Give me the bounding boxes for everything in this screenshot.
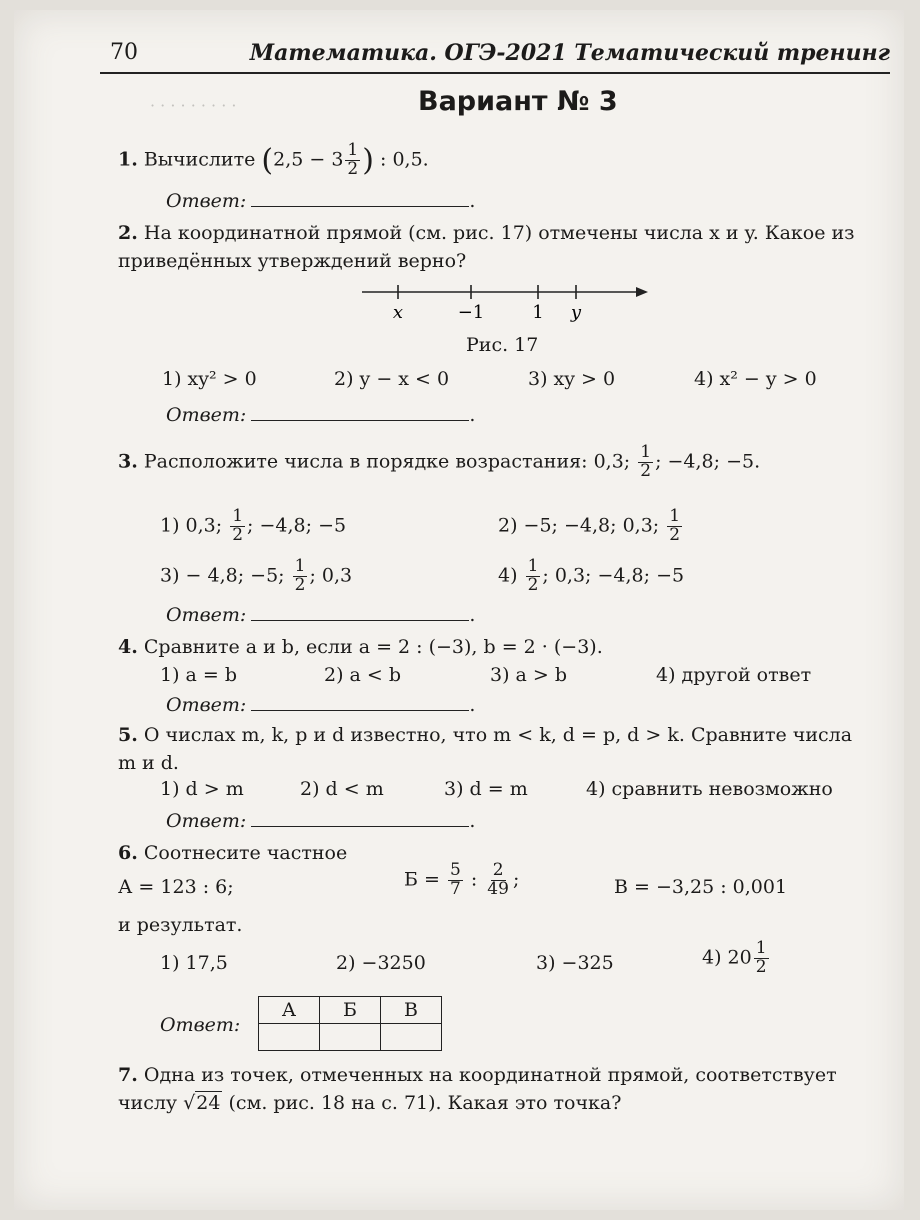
q7-text-b: (см. рис. 18 на с. 71). Какая это точка? bbox=[228, 1092, 622, 1114]
q2-text-line1: На координатной прямой (см. рис. 17) отмечены числа x и y. Какое из bbox=[143, 222, 855, 244]
answer-label: Ответ: bbox=[166, 190, 247, 212]
q7-line2 bbox=[118, 1092, 621, 1114]
q4-option-4[interactable]: 4) другой ответ bbox=[656, 664, 812, 686]
frac-numerator: 5 bbox=[449, 860, 461, 880]
q1-number: 1. bbox=[118, 148, 138, 171]
q3-statement bbox=[118, 444, 760, 481]
q6-option-2[interactable]: 2) −3250 bbox=[336, 952, 426, 974]
frac-denominator: 7 bbox=[449, 878, 461, 899]
table-header-a: А bbox=[259, 997, 320, 1024]
option-text: ; 0,3 bbox=[309, 564, 353, 587]
q3-option-3[interactable] bbox=[160, 558, 352, 595]
figure-caption: Рис. 17 bbox=[466, 334, 539, 356]
close-paren: ) bbox=[362, 142, 374, 178]
option-text: 1) 0,3; bbox=[160, 514, 223, 537]
book-title: Математика. ОГЭ-2021 Тематический тренинг bbox=[249, 40, 890, 66]
frac-numerator: 1 bbox=[294, 556, 306, 576]
q5-option-1[interactable]: 1) d > m bbox=[160, 778, 244, 800]
frac-numerator: 1 bbox=[640, 442, 652, 462]
answer-label: Ответ: bbox=[166, 404, 247, 426]
q4-option-2[interactable]: 2) a < b bbox=[324, 664, 402, 686]
half-fraction bbox=[230, 508, 245, 545]
q4-number: 4. bbox=[118, 636, 138, 658]
frac-denominator: 2 bbox=[232, 524, 244, 545]
b-fraction-2 bbox=[485, 862, 511, 899]
q2-number: 2. bbox=[118, 222, 138, 244]
half-fraction bbox=[667, 508, 682, 545]
table-answer-row bbox=[259, 1024, 442, 1051]
q1-expr-a: 2,5 − 3 bbox=[273, 148, 344, 171]
q6-item-a: А = 123 : 6; bbox=[118, 876, 234, 898]
frac-denominator: 2 bbox=[347, 158, 359, 179]
q4-option-3[interactable]: 3) a > b bbox=[490, 664, 568, 686]
answer-cell-a[interactable] bbox=[259, 1024, 320, 1051]
q1-text: Вычислите bbox=[143, 148, 256, 171]
answer-label: Ответ: bbox=[166, 694, 247, 716]
q4-option-1[interactable]: 1) a = b bbox=[160, 664, 238, 686]
q3-option-4[interactable] bbox=[498, 558, 684, 595]
q2-option-2[interactable]: 2) y − x < 0 bbox=[334, 368, 450, 390]
q2-line1 bbox=[118, 222, 855, 244]
q1-fraction bbox=[345, 142, 360, 179]
sqrt-sign: √ bbox=[183, 1092, 196, 1114]
q2-answer-field[interactable] bbox=[251, 402, 469, 421]
q3-option-2[interactable] bbox=[498, 508, 684, 545]
q6-answer-table bbox=[258, 996, 442, 1051]
answer-cell-v[interactable] bbox=[381, 1024, 442, 1051]
q6-item-b bbox=[404, 862, 519, 899]
q5-option-4[interactable]: 4) сравнить невозможно bbox=[586, 778, 833, 800]
frac-numerator: 1 bbox=[669, 506, 681, 526]
frac-numerator: 1 bbox=[347, 140, 359, 160]
q3-number: 3. bbox=[118, 450, 138, 473]
q5-text-line1: О числах m, k, p и d известно, что m < k, d = p, d > k. Сравните числа bbox=[143, 724, 853, 746]
open-paren: ( bbox=[261, 142, 274, 178]
bleed-through-text: · · · · · · · · · bbox=[150, 96, 237, 115]
q6-statement bbox=[118, 842, 347, 864]
answer-label: Ответ: bbox=[166, 810, 247, 832]
q4-statement bbox=[118, 636, 603, 658]
page-number: 70 bbox=[110, 40, 138, 65]
q4-answer-row: Ответ: . bbox=[166, 694, 476, 716]
half-fraction bbox=[293, 558, 308, 595]
frac-numerator: 2 bbox=[492, 860, 504, 880]
q6-option-3[interactable]: 3) −325 bbox=[536, 952, 614, 974]
q1-answer-row: Ответ: . bbox=[166, 190, 476, 212]
q1-answer-field[interactable] bbox=[251, 188, 469, 207]
option-text: ; −4,8; −5 bbox=[247, 514, 347, 537]
q2-option-3[interactable]: 3) xy > 0 bbox=[528, 368, 616, 390]
frac-denominator: 2 bbox=[755, 956, 767, 977]
q5-answer-field[interactable] bbox=[251, 808, 469, 827]
q7-number: 7. bbox=[118, 1064, 138, 1086]
b-fraction-1 bbox=[448, 862, 463, 899]
q5-option-2[interactable]: 2) d < m bbox=[300, 778, 384, 800]
q3-option-1[interactable] bbox=[160, 508, 346, 545]
answer-label: Ответ: bbox=[166, 604, 247, 626]
q3-answer-field[interactable] bbox=[251, 602, 469, 621]
table-header-b: Б bbox=[320, 997, 381, 1024]
q7-text-a: числу bbox=[118, 1092, 178, 1114]
q6-text: Соотнесите частное bbox=[143, 842, 348, 864]
q1-statement bbox=[118, 142, 429, 179]
option-text: 3) − 4,8; −5; bbox=[160, 564, 285, 587]
table-header-row bbox=[259, 997, 442, 1024]
q5-option-3[interactable]: 3) d = m bbox=[444, 778, 528, 800]
q3-text-a: Расположите числа в порядке возрастания: 0,3; bbox=[143, 450, 631, 473]
frac-numerator: 1 bbox=[755, 938, 767, 958]
frac-denominator: 2 bbox=[294, 574, 306, 595]
frac-denominator: 49 bbox=[487, 878, 509, 899]
variant-title: Вариант № 3 bbox=[418, 86, 618, 117]
q6-number: 6. bbox=[118, 842, 138, 864]
q6-item-v: В = −3,25 : 0,001 bbox=[614, 876, 788, 898]
number-line-figure bbox=[358, 280, 648, 330]
label-y: y bbox=[570, 302, 582, 323]
table-header-v: В bbox=[381, 997, 442, 1024]
q7-line1 bbox=[118, 1064, 837, 1086]
q6-option-1[interactable]: 1) 17,5 bbox=[160, 952, 228, 974]
frac-numerator: 1 bbox=[232, 506, 244, 526]
frac-denominator: 2 bbox=[640, 460, 652, 481]
colon-sign: : bbox=[470, 868, 478, 891]
q1-expr-b: : 0,5. bbox=[380, 148, 429, 171]
frac-denominator: 2 bbox=[527, 574, 539, 595]
answer-cell-b[interactable] bbox=[320, 1024, 381, 1051]
answer-label: Ответ: bbox=[160, 1014, 241, 1036]
option-fraction bbox=[754, 940, 769, 977]
q3-answer-row: Ответ: . bbox=[166, 604, 476, 626]
option-text: ; 0,3; −4,8; −5 bbox=[542, 564, 685, 587]
label-x: x bbox=[392, 302, 404, 323]
q2-option-1[interactable]: 1) xy² > 0 bbox=[162, 368, 257, 390]
label-neg1: −1 bbox=[457, 302, 485, 323]
q3-text-b: ; −4,8; −5. bbox=[655, 450, 761, 473]
q2-option-4[interactable]: 4) x² − y > 0 bbox=[694, 368, 817, 390]
q5-line1 bbox=[118, 724, 852, 746]
q5-number: 5. bbox=[118, 724, 138, 746]
q6-option-4[interactable] bbox=[702, 940, 771, 977]
half-fraction bbox=[638, 444, 653, 481]
q5-answer-row: Ответ: . bbox=[166, 810, 476, 832]
option-text: 4) bbox=[498, 564, 518, 587]
q5-line2: m и d. bbox=[118, 752, 179, 774]
q2-line2: приведённых утверждений верно? bbox=[118, 250, 467, 272]
label-1: 1 bbox=[532, 302, 544, 323]
header-rule bbox=[100, 72, 890, 74]
option-text: 2) −5; −4,8; 0,3; bbox=[498, 514, 660, 537]
sqrt-radicand: 24 bbox=[196, 1092, 221, 1114]
option-text: 4) 20 bbox=[702, 946, 752, 969]
axis-arrow bbox=[636, 287, 648, 297]
q4-text: Сравните a и b, если a = 2 : (−3), b = 2 · (−3). bbox=[143, 636, 603, 658]
q6-tail: и результат. bbox=[118, 914, 243, 936]
item-b-label: Б = bbox=[404, 868, 440, 891]
q4-answer-field[interactable] bbox=[251, 692, 469, 711]
half-fraction bbox=[526, 558, 541, 595]
frac-numerator: 1 bbox=[527, 556, 539, 576]
q2-answer-row: Ответ: . bbox=[166, 404, 476, 426]
semicolon: ; bbox=[512, 868, 520, 891]
q7-text-line1: Одна из точек, отмеченных на координатной прямой, соответствует bbox=[143, 1064, 837, 1086]
frac-denominator: 2 bbox=[669, 524, 681, 545]
